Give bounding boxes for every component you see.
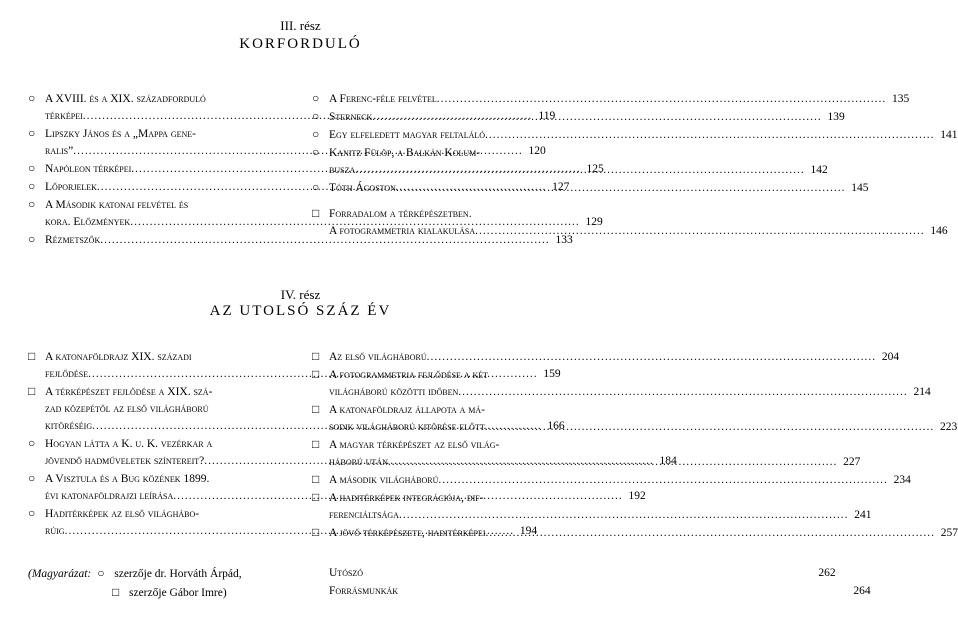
toc-entry — [312, 524, 958, 542]
toc-entry-page: 159 — [543, 368, 561, 380]
toc-entry-text: ralis” — [45, 145, 74, 157]
circle-icon — [28, 90, 45, 107]
toc-entry-text: A fotogrammetria kialakulása — [329, 225, 476, 237]
extra-entry-text: Forrásmunkák — [329, 585, 399, 597]
toc-entry — [312, 366, 931, 401]
toc-entry — [312, 126, 958, 144]
dot-leader — [475, 223, 925, 240]
circle-icon — [28, 505, 45, 522]
dot-leader — [437, 91, 887, 108]
circle-icon — [28, 470, 45, 487]
square-icon — [312, 348, 329, 365]
toc-entry-text: Forradalom a térképészetben. — [329, 208, 472, 220]
toc-entry-text: A magyar térképészet az első világ- — [329, 439, 500, 451]
toc-entry-page: 135 — [892, 93, 910, 105]
dot-leader — [355, 162, 805, 179]
square-icon — [312, 524, 329, 541]
toc-entry-page: 129 — [585, 216, 603, 228]
toc-entry-page: 227 — [843, 456, 861, 468]
square-icon — [312, 436, 329, 453]
toc-entry-page: 257 — [940, 527, 958, 539]
circle-icon — [312, 108, 329, 125]
dot-leader — [372, 109, 822, 126]
toc-entry-text: A Második katonai felvétel és — [45, 199, 189, 211]
square-icon — [312, 489, 329, 506]
extra-entry-page: 262 — [818, 567, 836, 579]
legend-line2: szerzője Gábor Imre) — [129, 587, 227, 599]
toc-entry — [312, 179, 869, 197]
toc-entry-text: kitöréséig — [45, 420, 93, 432]
toc-entry-text: Az első világháború — [329, 351, 427, 363]
circle-icon — [28, 196, 45, 213]
circle-icon — [28, 178, 45, 195]
toc-entry-page: 127 — [552, 181, 570, 193]
toc-entry — [312, 108, 845, 126]
toc-entry-text: A Ferenc-féle felvétel — [329, 93, 437, 105]
dot-leader — [427, 349, 877, 366]
dot-leader — [485, 127, 935, 144]
toc-entry — [312, 348, 900, 366]
toc-entry-text: rúig — [45, 525, 65, 537]
toc-entry-text: sodik világháború kitörése előtt — [329, 421, 485, 433]
toc-entry-text: Haditérképek az első világhábo- — [45, 508, 200, 520]
dot-leader — [485, 419, 935, 436]
toc-entry-text: kora. Előzmények — [45, 216, 131, 228]
toc-entry-text: Tóth Ágoston — [329, 182, 396, 194]
toc-entry-text: Hogyan látta a K. u. K. vezérkar a — [45, 438, 213, 450]
toc-entry-text: zad közepétől az első világháború — [45, 403, 209, 415]
toc-entry-page: 194 — [519, 525, 538, 537]
extra-entry — [312, 582, 871, 600]
toc-entry-text: Lipszky János és a „Mappa gene- — [45, 128, 196, 140]
toc-entry-text: világháború közötti időben — [329, 386, 459, 398]
extra-column — [312, 564, 871, 600]
circle-icon — [28, 231, 45, 248]
toc-entry-text: Lőporjelek — [45, 181, 97, 193]
toc-entry-page: 145 — [851, 182, 869, 194]
legend-line1: szerzője dr. Horváth Árpád, — [114, 568, 242, 580]
toc-entry-text: A katonaföldrajz állapota a má- — [329, 404, 485, 416]
toc-entry-page: 184 — [659, 455, 677, 467]
toc-entry-text: A haditérképek integrációja, dif- — [329, 492, 484, 504]
circle-icon — [28, 435, 45, 452]
toc-entry-page: 241 — [854, 509, 872, 521]
square-icon — [312, 471, 329, 488]
part4-title: AZ UTOLSÓ SZÁZ ÉV — [209, 303, 392, 319]
square-icon — [312, 205, 329, 222]
circle-icon — [312, 144, 329, 161]
legend — [28, 564, 298, 602]
toc-entry — [312, 471, 911, 489]
toc-entry-text: Kanitz Fülöp, a Balkán Kolum- — [329, 147, 481, 159]
dot-leader — [396, 180, 846, 197]
toc-entry-page: 139 — [827, 111, 845, 123]
part3-label: III. rész — [280, 18, 321, 33]
toc-entry — [312, 90, 910, 108]
circle-icon — [312, 179, 329, 196]
circle-icon — [28, 125, 45, 142]
circle-icon — [97, 564, 114, 582]
dot-leader — [399, 507, 849, 524]
circle-icon — [28, 160, 45, 177]
extra-entry — [312, 564, 836, 582]
dot-leader — [438, 472, 888, 489]
circle-icon — [312, 126, 329, 143]
toc-entry-text: A térképészet fejlődése a XIX. szá- — [45, 386, 213, 398]
toc-entry-text: évi katonaföldrajzi leírása — [45, 490, 174, 502]
toc-entry-page: 141 — [940, 129, 958, 141]
toc-entry-text: Egy elfeledett magyar feltaláló — [329, 129, 486, 141]
dot-leader — [486, 525, 936, 542]
toc-entry-text: fejlődése — [45, 368, 89, 380]
legend-label: (Magyarázat: — [28, 568, 92, 580]
toc-entry-page: 125 — [586, 163, 604, 175]
square-icon — [312, 366, 329, 383]
toc-entry-text: A második világháború — [329, 474, 439, 486]
square-icon — [28, 383, 45, 400]
toc-entry-page: 223 — [939, 421, 958, 433]
toc-entry-page: 142 — [810, 164, 828, 176]
toc-entry-page: 120 — [528, 145, 546, 157]
square-icon — [312, 401, 329, 418]
dot-leader — [458, 384, 908, 401]
toc-entry-page: 146 — [930, 225, 948, 237]
dot-leader — [388, 454, 838, 471]
toc-entry-page: 234 — [893, 474, 911, 486]
toc-entry — [312, 401, 958, 436]
toc-entry-text: Rézmetszők — [45, 234, 101, 246]
toc-entry-page: 192 — [628, 490, 646, 502]
toc-entry-page: 166 — [547, 420, 565, 432]
circle-icon — [312, 90, 329, 107]
toc-entry-page: 204 — [881, 351, 900, 363]
square-icon — [112, 583, 129, 601]
square-icon — [28, 348, 45, 365]
toc-entry-page: 214 — [913, 386, 931, 398]
extra-entry-text: Utószó — [329, 567, 364, 579]
toc-entry-page: 119 — [538, 110, 556, 122]
toc-entry-text: ferenciáltsága — [329, 509, 399, 521]
toc-entry-text: Sterneck — [329, 111, 373, 123]
toc-entry-text: A katonaföldrajz XIX. századi — [45, 351, 192, 363]
part3-title: KORFORDULÓ — [239, 36, 362, 52]
toc-entry-text: A XVIII. és a XIX. századforduló — [45, 93, 206, 105]
part4-label: IV. rész — [280, 287, 321, 302]
extra-entry-page: 264 — [853, 585, 871, 597]
toc-entry-text: Napóleon térképei — [45, 163, 132, 175]
toc-entry-text: térképei — [45, 110, 83, 122]
toc-entry-text: A jövő térképészete, haditérképei — [329, 527, 486, 539]
toc-entry-text: A fotogrammetria fejlődése a két — [329, 369, 489, 381]
toc-entry-page: 133 — [555, 234, 573, 246]
toc-entry-text: jövendő hadműveletek színtereit? — [45, 455, 205, 467]
toc-entry-text: A Visztula és a Bug közének 1899. — [45, 473, 210, 485]
toc-entry-text: busza — [329, 164, 356, 176]
toc-entry-text: háború után — [329, 456, 388, 468]
